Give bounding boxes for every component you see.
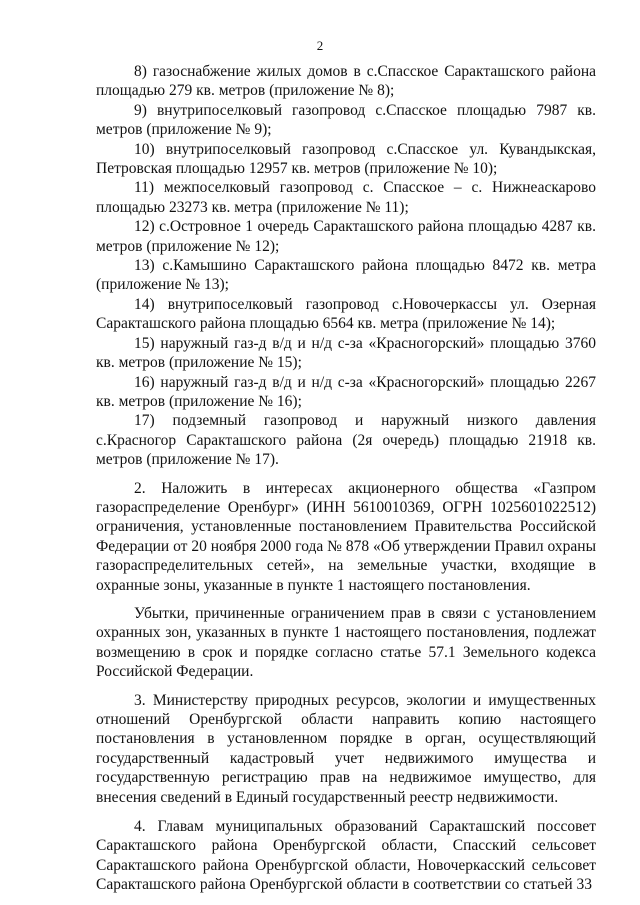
clause-4: 4. Главам муниципальных образований Саракташский поссовет Саракташского района Оренбургской области, Спасский сельсовет Саракташского района Оренбургской области, Новочеркасский сельсовет Саракташского района Оренбургской области в соответствии со статьей 33 — [96, 818, 596, 894]
page-number: 2 — [316, 38, 324, 53]
list-item-13: 13) с.Камышино Саракташского района площадью 8472 кв. метра (приложение № 13); — [96, 257, 596, 294]
list-item-12: 12) с.Островное 1 очередь Саракташского района площадью 4287 кв. метров (приложение № 12); — [96, 218, 596, 255]
list-item-17: 17) подземный газопровод и наружный низкого давления с.Красногор Саракташского района (2я очередь) площадью 21918 кв. метров (приложение № 17). — [96, 412, 596, 469]
list-item-14: 14) внутрипоселковый газопровод с.Новочеркассы ул. Озерная Саракташского района площадью 6564 кв. метра (приложение № 14); — [96, 295, 596, 333]
document-body — [96, 62, 596, 895]
list-item-8: 8) газоснабжение жилых домов в с.Спасское Саракташского района площадью 279 кв. метров (приложение № 8); — [96, 63, 596, 100]
list-item-15: 15) наружный газ-д в/д и н/д с-за «Красногорский» площадью 3760 кв. метров (приложение № 15); — [96, 334, 596, 372]
clause-2-damages: Убытки, причиненные ограничением прав в связи с установлением охранных зон, указанных в пункте 1 настоящего постановления, подлежат возмещению в срок и порядке согласно статье 57.1 Земельного кодекса Российской Федерации. — [96, 604, 596, 681]
clause-2: 2. Наложить в интересах акционерного общества «Газпром газораспределение Оренбург» (ИНН 5610010369, ОГРН 1025601022512) ограничения, установленные постановлением Правительства Российской Федерации от 20 ноября 2000 года № 878 «Об утверждении Правил охраны газораспределительных сетей», на земельные участки, входящие в охранные зоны, указанные в пункте 1 настоящего постановления. — [96, 479, 596, 594]
clause-3: 3. Министерству природных ресурсов, экологии и имущественных отношений Оренбургской области направить копию настоящего постановления в установленном порядке в орган, осуществляющий государственный кадастровый учет недвижимого имущества и государственную регистрацию прав на недвижимое имущество, для внесения сведений в Единый государственный реестр недвижимости. — [96, 691, 596, 806]
list-item-10: 10) внутрипоселковый газопровод с.Спасское ул. Кувандыкская, Петровская площадью 12957 кв. метров (приложение № 10); — [96, 140, 596, 178]
list-item-9: 9) внутрипоселковый газопровод с.Спасское площадью 7987 кв. метров (приложение № 9); — [96, 101, 596, 139]
list-item-16: 16) наружный газ-д в/д и н/д с-за «Красногорский» площадью 2267 кв. метров (приложение № 16); — [96, 373, 596, 410]
list-item-11: 11) межпоселковый газопровод с. Спасское – с. Нижнеаскарово площадью 23273 кв. метра (приложение № 11); — [96, 179, 596, 216]
